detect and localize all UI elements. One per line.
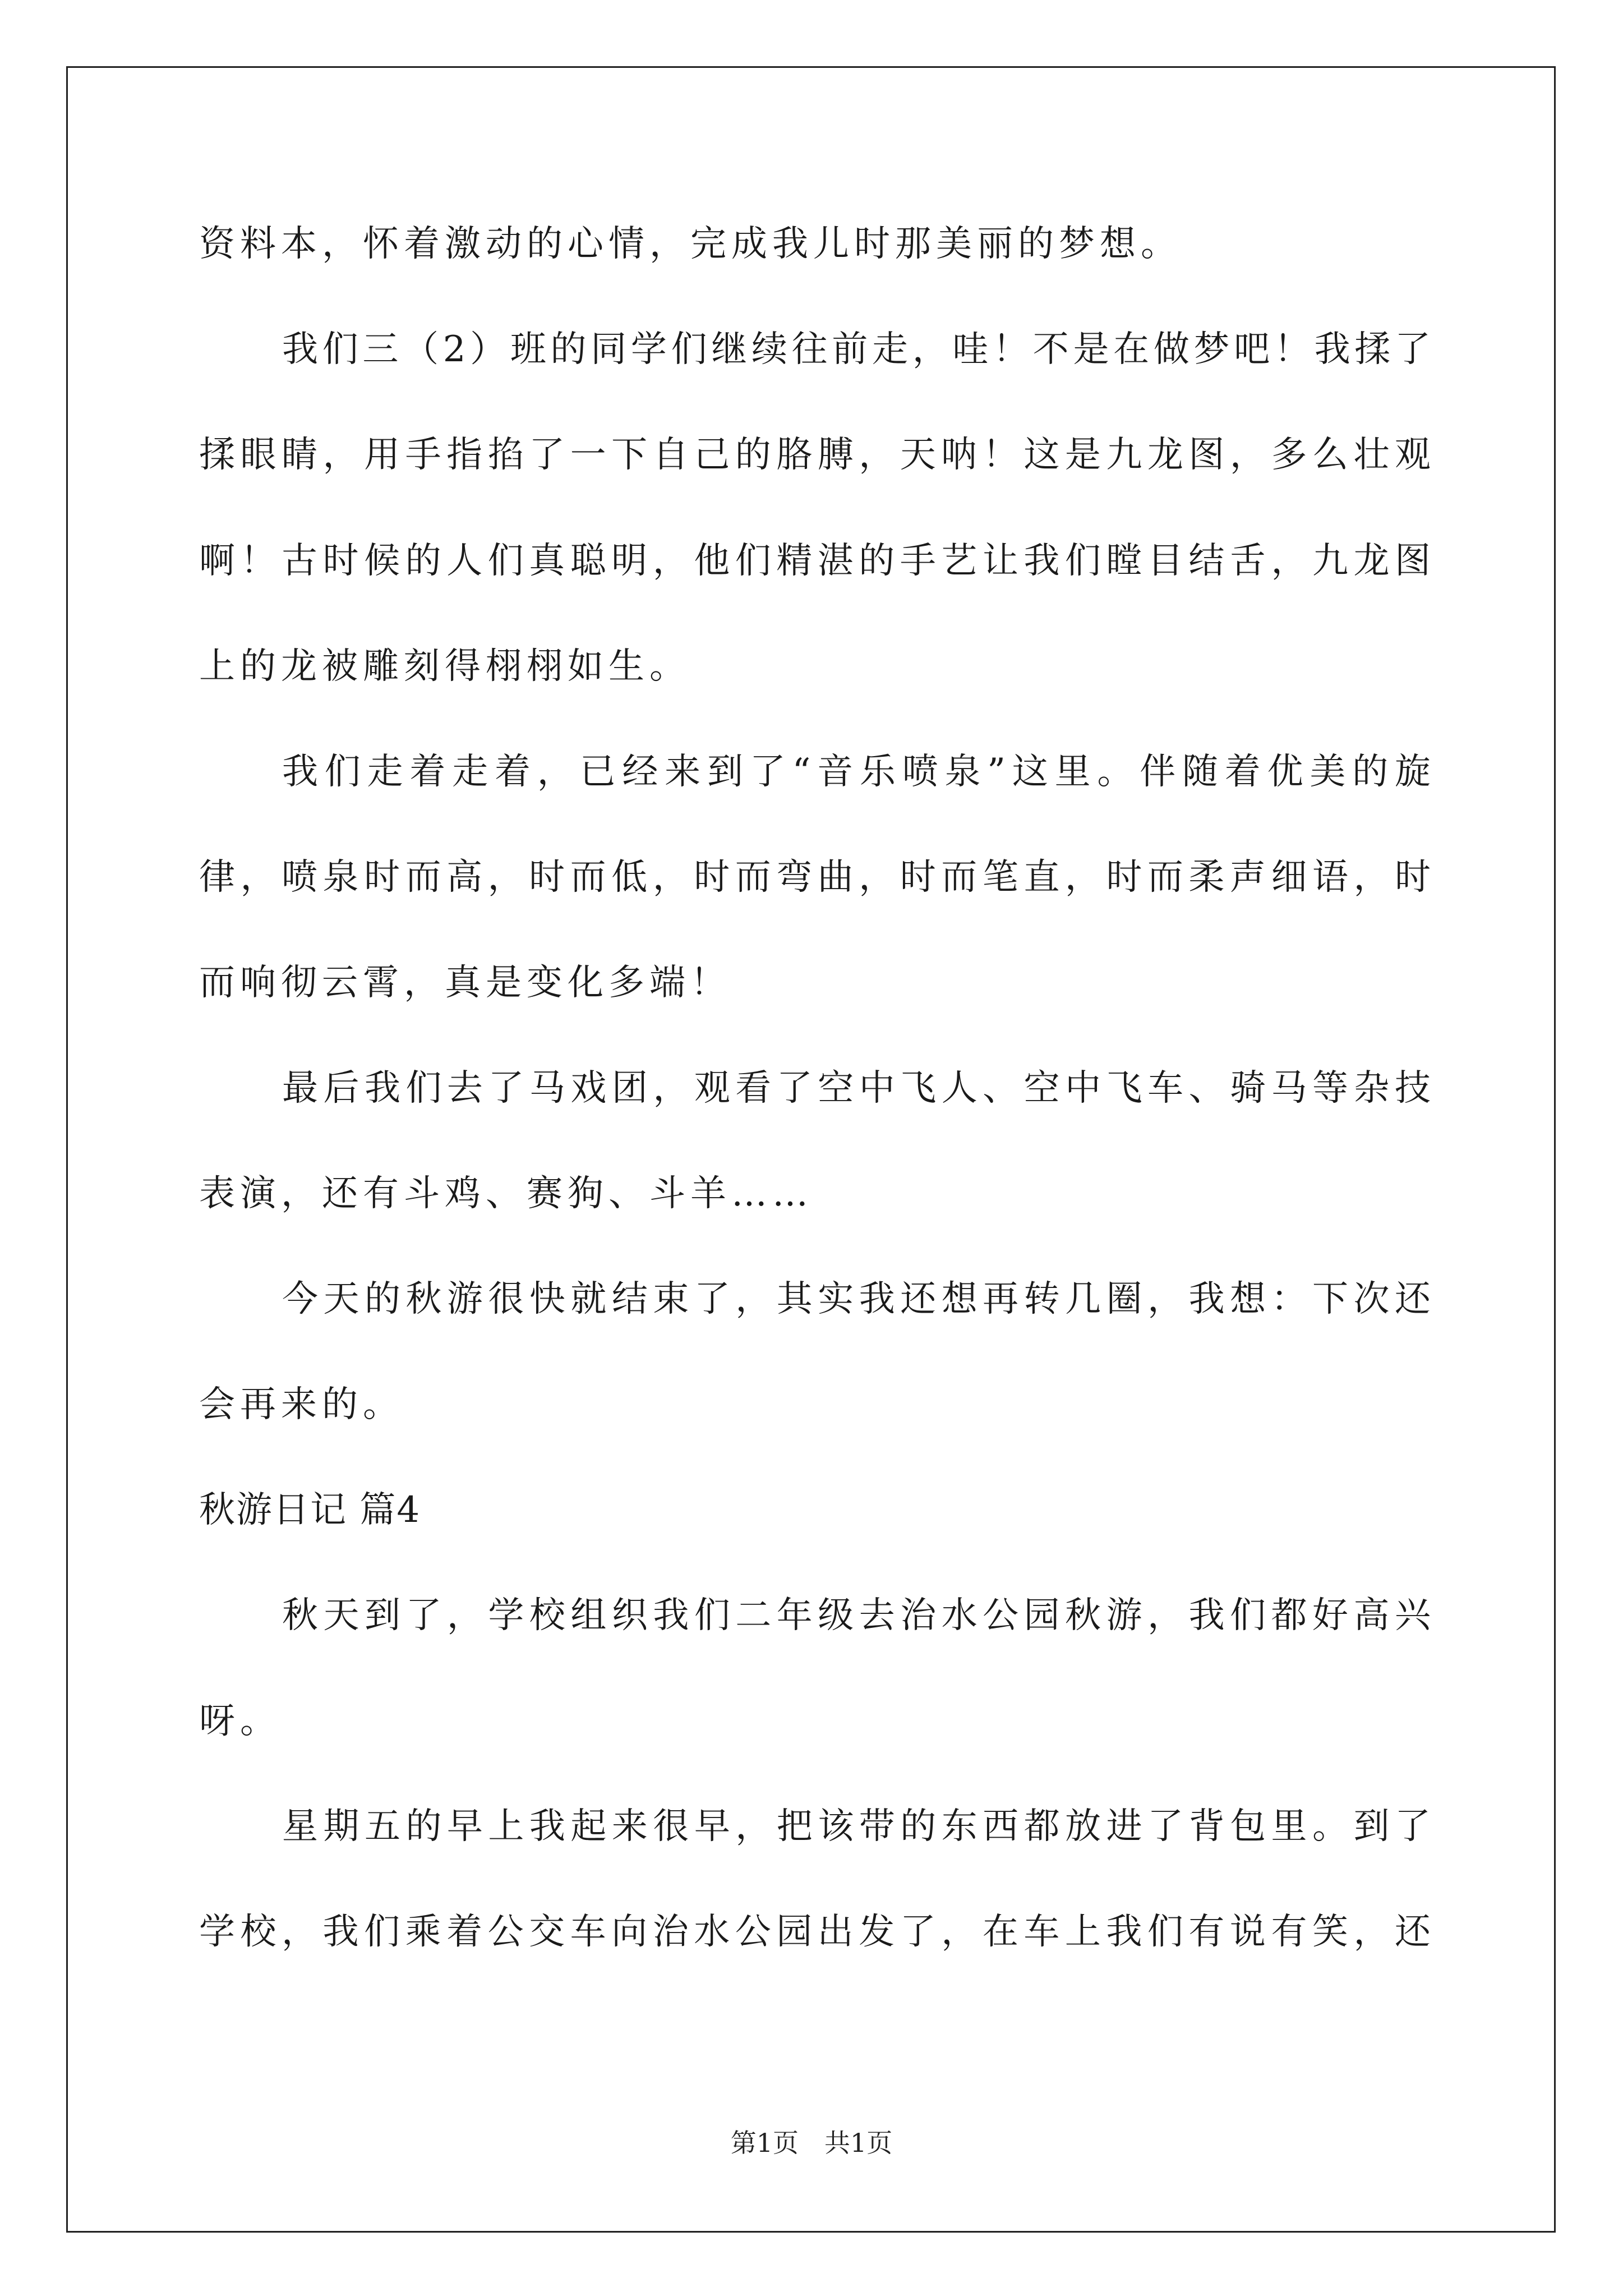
text-line: 啊！古时候的人们真聪明，他们精湛的手艺让我们瞠目结舌，九龙图 bbox=[199, 540, 1431, 582]
text-line: 会再来的。 bbox=[199, 1384, 404, 1425]
text-line: 律，喷泉时而高，时而低，时而弯曲，时而笔直，时而柔声细语，时 bbox=[199, 857, 1431, 898]
paragraph-first-line: 最后我们去了马戏团，观看了空中飞人、空中飞车、骑马等杂技 bbox=[282, 1068, 1431, 1109]
text-line: 表演，还有斗鸡、赛狗、斗羊…… bbox=[199, 1173, 813, 1214]
paragraph-first-line: 我们三（2）班的同学们继续往前走，哇！不是在做梦吧！我揉了 bbox=[282, 329, 1431, 370]
section-heading: 秋游日记 篇4 bbox=[199, 1489, 421, 1531]
text-line: 上的龙被雕刻得栩栩如生。 bbox=[199, 646, 690, 687]
paragraph-first-line: 今天的秋游很快就结束了，其实我还想再转几圈，我想：下次还 bbox=[282, 1278, 1431, 1320]
paragraph-first-line: 秋天到了，学校组织我们二年级去治水公园秋游，我们都好高兴 bbox=[282, 1595, 1431, 1636]
text-line: 揉眼睛，用手指掐了一下自己的胳膊，天呐！这是九龙图，多么壮观 bbox=[199, 434, 1431, 476]
page-number-footer: 第1页 共1页 bbox=[730, 2128, 893, 2158]
paragraph-first-line: 星期五的早上我起来很早，把该带的东西都放进了背包里。到了 bbox=[282, 1806, 1431, 1847]
text-line: 资料本，怀着激动的心情，完成我儿时那美丽的梦想。 bbox=[199, 223, 1182, 265]
text-line: 呀。 bbox=[199, 1700, 281, 1742]
paragraph-first-line: 我们走着走着，已经来到了“音乐喷泉”这里。伴随着优美的旋 bbox=[282, 751, 1431, 793]
text-line: 而响彻云霄，真是变化多端！ bbox=[199, 962, 731, 1004]
text-line: 学校，我们乘着公交车向治水公园出发了，在车上我们有说有笑，还 bbox=[199, 1911, 1431, 1953]
